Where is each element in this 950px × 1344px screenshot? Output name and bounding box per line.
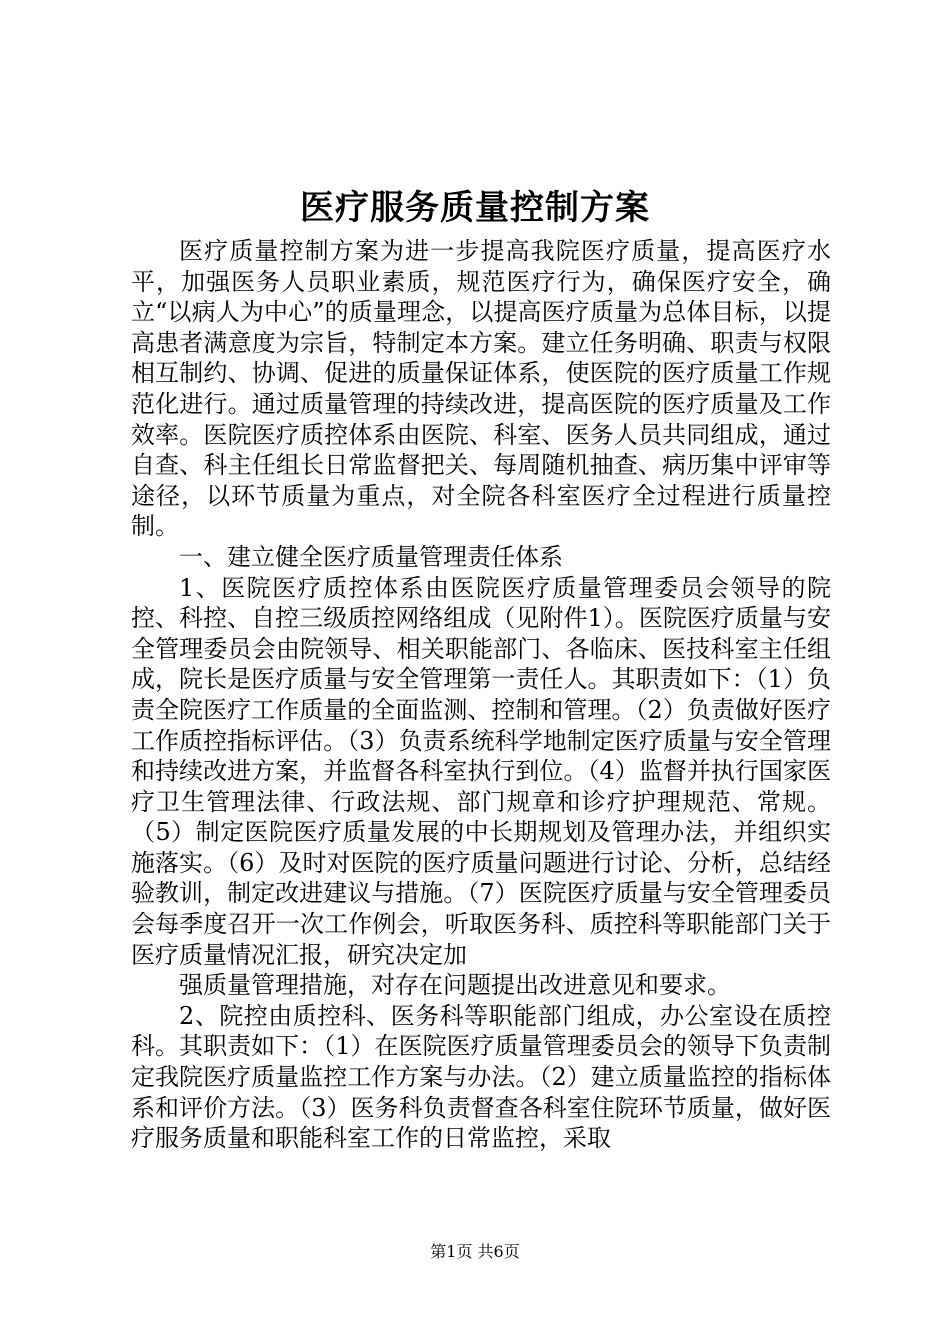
paragraph-intro: 医疗质量控制方案为进一步提高我院医疗质量，提高医疗水平，加强医务人员职业素质，规范医疗行为，确保医疗安全，确立“以病人为中心”的质量理念，以提高医疗质量为总体目标，以提高患者满意度为宗旨，特制定本方案。建立任务明确、职责与权限相互制约、协调、促进的质量保证体系，使医院的医疗质量工作规范化进行。通过质量管理的持续改进，提高医院的医疗质量及工作效率。医院医疗质控体系由医院、科室、医务人员共同组成，通过自查、科主任组长日常监督把关、每周随机抽查、病历集中评审等途径，以环节质量为重点，对全院各科室医疗全过程进行质量控制。	[131, 237, 831, 541]
paragraph-item-1: 1、医院医疗质控体系由医院医疗质量管理委员会领导的院控、科控、自控三级质控网络组成（见附件1）。医院医疗质量与安全管理委员会由院领导、相关职能部门、各临床、医技科室主任组成，院长是医疗质量与安全管理第一责任人。其职责如下：（1）负责全院医疗工作质量的全面监测、控制和管理。（2）负责做好医疗工作质控指标评估。（3）负责系统科学地制定医疗质量与安全管理和持续改进方案，并监督各科室执行到位。（4）监督并执行国家医疗卫生管理法律、行政法规、部门规章和诊疗护理规范、常规。（5）制定医院医疗质量发展的中长期规划及管理办法，并组织实施落实。（6）及时对医院的医疗质量问题进行讨论、分析，总结经验教训，制定改进建议与措施。（7）医院医疗质量与安全管理委员会每季度召开一次工作例会，听取医务科、质控科等职能部门关于医疗质量情况汇报，研究决定加	[131, 573, 831, 969]
paragraph-continuation: 强质量管理措施，对存在问题提出改进意见和要求。	[179, 971, 731, 1000]
section-heading: 一、建立健全医疗质量管理责任体系	[179, 542, 563, 571]
page-footer: 第1页 共6页	[430, 1242, 520, 1261]
document-body	[131, 236, 831, 1154]
paragraph-item-2: 2、院控由质控科、医务科等职能部门组成，办公室设在质控科。其职责如下：（1）在医院医疗质量管理委员会的领导下负责制定我院医疗质量监控工作方案与办法。（2）建立质量监控的指标体系和评价方法。（3）医务科负责督查各科室住院环节质量，做好医疗服务质量和职能科室工作的日常监控，采取	[131, 1001, 831, 1153]
document-title: 医疗服务质量控制方案	[300, 188, 650, 228]
